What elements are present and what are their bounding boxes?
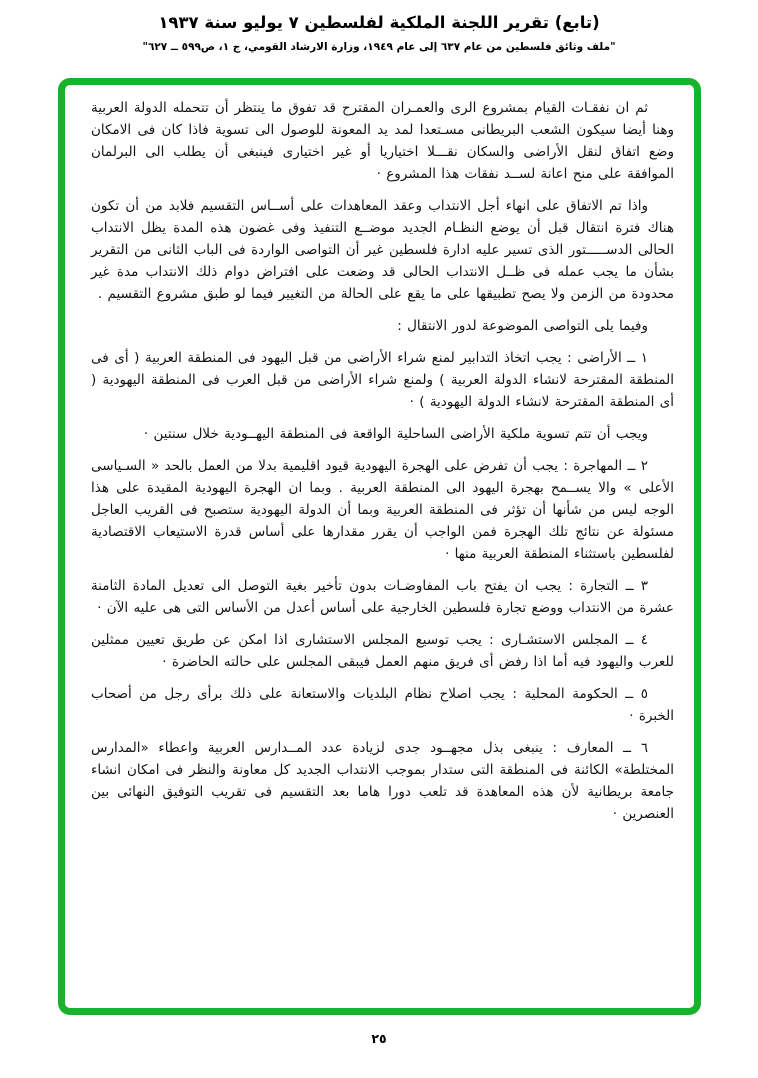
paragraph-intro-expenses: ثم ان نفقـات القيام بمشروع الرى والعمـران المقترح قد تفوق ما ينتظر أن تتحمله الدولة العربية وهنا أيضا سيكون الشعب البريطانى مسـتعدا لمد يد المعونة للوصول الى تسوية فاذا كان فى الامكان وضع اتفاق لنقل الأراضى والسكان نقـــلا اختياريا أو غير اختيارى فينبغى أن يطلب الى البرلمان الموافقة على منح اعانة لســد نفقات هذا المشروع · bbox=[91, 100, 674, 182]
paragraph-coastal-lands: ويجب أن تتم تسوية ملكية الأراضى الساحلية الواقعة فى المنطقة اليهــودية خلال سنتين · bbox=[143, 426, 648, 442]
paragraph-item-3-trade: ٣ ــ التجارة : يجب ان يفتح باب المفاوضـات بدون تأخير بغية التوصل الى تعديل المادة الثامنة عشرة من الانتداب ووضع تجارة فلسطين الخارجية على أساس أعدل من الأساس التى هى عليه الآن · bbox=[91, 578, 674, 616]
paragraph-item-4-advisory-council: ٤ ــ المجلس الاستشـارى : يجب توسيع المجلس الاستشارى اذا امكن عن طريق تعيين ممثلين للعرب واليهود فيه أما اذا رفض أى فريق منهم العمل فيبقى المجلس على حالته الحاضرة · bbox=[91, 632, 674, 670]
source-citation: "ملف وثائق فلسطين من عام ٦٣٧ إلى عام ١٩٤٩، وزارة الارشاد القومي، ج ١، ص٥٩٩ ــ ٦٢٧" bbox=[142, 41, 616, 53]
document-title: (تابع) تقرير اللجنة الملكية لفلسطين ٧ يوليو سنة ١٩٣٧ bbox=[158, 13, 600, 32]
page-number: ٢٥ bbox=[371, 1031, 387, 1046]
paragraph-item-5-local-government: ٥ ــ الحكومة المحلية : يجب اصلاح نظام البلديات والاستعانة على ذلك برأى رجل من أصحاب الخبرة · bbox=[91, 686, 674, 724]
paragraph-item-1-lands: ١ ــ الأراضى : يجب اتخاذ التدابير لمنع شراء الأراضى من قبل اليهود فى المنطقة العربية ( أى فى المنطقة المقترحة لانشاء الدولة العربية ) ولمنع شراء الأراضى من قبل العرب فى المنطقة اليهودية ( أى المنطقة المقترحة لانشاء الدولة اليهودية ) · bbox=[91, 350, 674, 410]
green-frame bbox=[58, 78, 701, 1015]
paragraph-item-6-education: ٦ ــ المعارف : ينبغى بذل مجهــود جدى لزيادة عدد المــدارس العربية واعطاء «المدارس المختلطة» الكائنة فى المنطقة التى ستدار بموجب الانتداب الجديد كل معاونة والنظر فى امكان انشاء جامعة بريطانية لأن هذه المعاهدة قد تلعب دورا هاما بعد التقسيم فى تقريب التوفيق النهائى بين العنصرين · bbox=[91, 740, 674, 822]
paragraph-recommendations-lead: وفيما يلى التواصى الموضوعة لدور الانتقال : bbox=[397, 318, 648, 334]
paragraph-item-2-immigration: ٢ ــ المهاجرة : يجب أن تفرض على الهجرة اليهودية قيود اقليمية بدلا من العمل بالحد « السـياسى الأعلى » والا يســمح بهجرة اليهود الى المنطقة العربية . وبما ان الهجرة اليهودية المقيدة على هذا الوجه ليس من شأنها أن تؤثر فى المنطقة العربية وبما أن الدولة اليهودية ستصبح فى القريب العاجل مسئولة عن نتائج تلك الهجرة فمن الواجب أن يقرر مقدارها على أساس قدرة الاستيعاب الاقتصادية لفلسطين باستثناء المنطقة العربية منها · bbox=[91, 458, 674, 562]
paragraph-transition-period: واذا تم الاتفاق على انهاء أجل الانتداب وعقد المعاهدات على أســاس التقسيم فلابد من أن تكون هناك فترة انتقال قبل أن يوضع النظـام الجديد موضــع التنفيذ وفى غضون هذه المدة يظل الانتداب الحالى الدســـــتور الذى تسير عليه ادارة فلسطين غير أن التواصى الواردة فى الباب الثانى من التقرير بشأن ما يجب عمله فى ظــل الانتداب الحالى قد وضعت على افتراض دوام ذلك الانتداب مدة غير محدودة من الزمن ولا يصح تطبيقها على ما يقع على الحالة من التغيير فيما لو طبق مشروع التقسيم . bbox=[91, 198, 674, 302]
document-body bbox=[65, 85, 694, 1008]
page-header bbox=[0, 13, 758, 53]
